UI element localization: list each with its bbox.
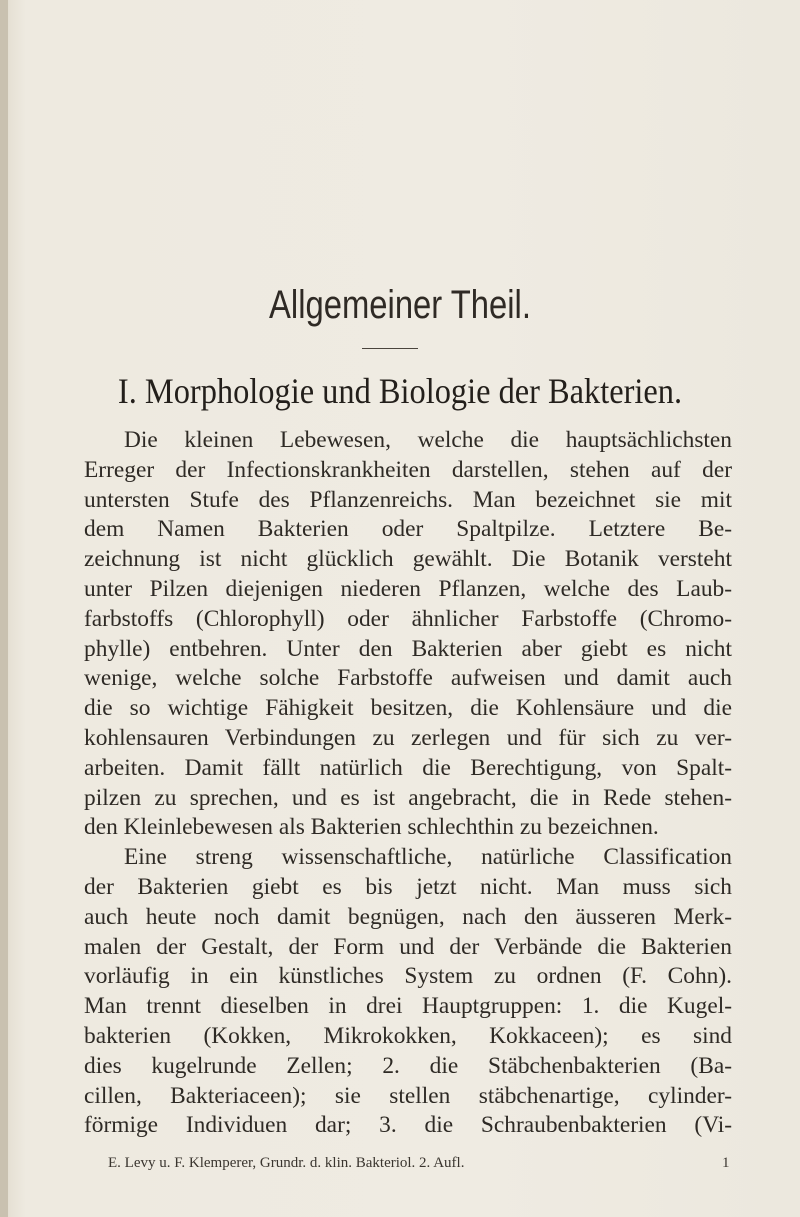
text-line: zeichnung ist nicht glücklich gewählt. Die Botanik versteht (84, 546, 732, 573)
text-line: den Kleinlebewesen als Bakterien schlechthin zu bezeichnen. (84, 814, 659, 841)
text-line: Eine streng wissenschaftliche, natürliche Classification (124, 844, 732, 871)
body-text (84, 426, 732, 1141)
text-line: cillen, Bakteriaceen); sie stellen stäbchenartige, cylinder- (84, 1082, 732, 1109)
text-line: malen der Gestalt, der Form und der Verbände die Bakterien (84, 933, 732, 960)
title-divider (362, 348, 418, 349)
text-line: wenige, welche solche Farbstoffe aufweisen und damit auch (84, 665, 732, 692)
text-line: Erreger der Infectionskrankheiten darstellen, stehen auf der (84, 456, 732, 483)
text-line: der Bakterien giebt es bis jetzt nicht. Man muss sich (84, 873, 732, 900)
text-line: phylle) entbehren. Unter den Bakterien aber giebt es nicht (84, 635, 732, 662)
text-line: Man trennt dieselben in drei Hauptgruppen: 1. die Kugel- (84, 993, 732, 1020)
text-line: pilzen zu sprechen, und es ist angebracht, die in Rede stehen- (84, 784, 732, 811)
text-line: vorläufig in ein künstliches System zu ordnen (F. Cohn). (84, 963, 732, 990)
footer-signature-line: E. Levy u. F. Klemperer, Grundr. d. klin. Bakteriol. 2. Aufl. (108, 1155, 465, 1171)
text-line: auch heute noch damit begnügen, nach den äusseren Merk- (84, 903, 732, 930)
page-title: Allgemeiner Theil. (269, 283, 531, 327)
text-line: farbstoffs (Chlorophyll) oder ähnlicher Farbstoffe (Chromo- (84, 605, 732, 632)
sheet-signature-mark: 1 (722, 1155, 730, 1171)
text-line: unter Pilzen diejenigen niederen Pflanzen, welche des Laub- (84, 575, 732, 602)
section-heading: I. Morphologie und Biologie der Bakterien. (117, 371, 683, 411)
text-line: arbeiten. Damit fällt natürlich die Berechtigung, von Spalt- (84, 754, 732, 781)
text-line: dem Namen Bakterien oder Spaltpilze. Letztere Be- (84, 516, 732, 543)
text-line: bakterien (Kokken, Mikrokokken, Kokkaceen); es sind (84, 1022, 732, 1049)
text-line: dies kugelrunde Zellen; 2. die Stäbchenbakterien (Ba- (84, 1052, 732, 1079)
text-line: förmige Individuen dar; 3. die Schraubenbakterien (Vi- (84, 1112, 732, 1139)
text-line: Die kleinen Lebewesen, welche die hauptsächlichsten (124, 427, 732, 453)
page-gutter (0, 0, 8, 1217)
text-line: untersten Stufe des Pflanzenreichs. Man bezeichnet sie mit (84, 486, 732, 513)
text-line: kohlensauren Verbindungen zu zerlegen und für sich zu ver- (84, 724, 732, 751)
text-line: die so wichtige Fähigkeit besitzen, die Kohlensäure und die (84, 695, 732, 722)
